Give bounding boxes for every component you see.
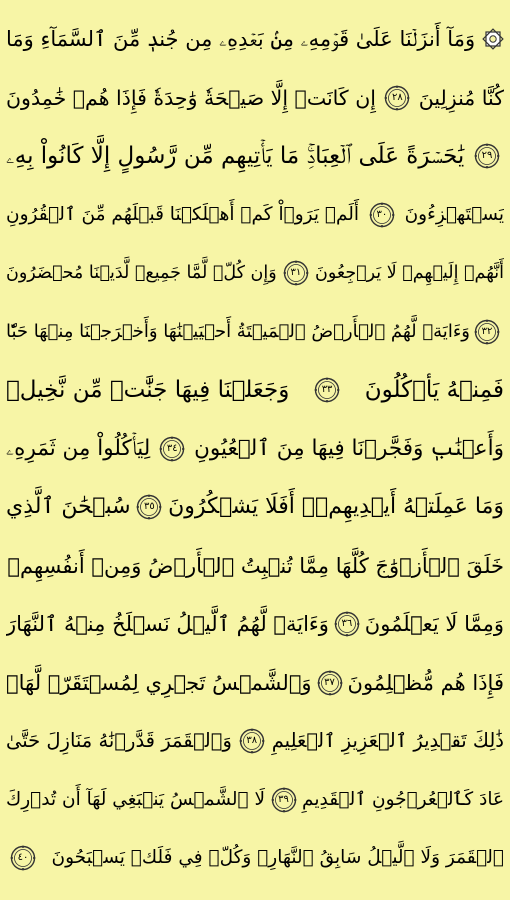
ayah-end-marker [384, 85, 410, 111]
ayah-number: ٣٦ [341, 618, 353, 629]
ayah-number: ٢٨ [391, 91, 403, 103]
ayah-number: ٤٠ [17, 852, 29, 863]
ayah-number: ٣٠ [376, 208, 388, 220]
verse-text: أَنَّهُمۡ إِلَيۡهِمۡ لَا يَرۡجِعُونَ [315, 263, 504, 283]
verse-text: سُبۡحَٰنَ ٱلَّذِي [6, 494, 131, 519]
ayah-number: ٣٩ [278, 793, 289, 805]
verse-line [6, 540, 504, 592]
ayah-end-marker [159, 436, 185, 462]
verse-text: ذَٰلِكَ تَقۡدِيرُ ٱلۡعَزِيزِ ٱلۡعَلِيمِ [271, 729, 504, 752]
verse-text: خَلَقَ ٱلۡأَزۡوَٰجَ كُلَّهَا مِمَّا تُنۢبِتُ ٱلۡأَرۡضُ وَمِنۡ أَنفُسِهِمۡ [7, 553, 504, 578]
ayah-end-marker [10, 845, 36, 871]
verse-text: عَادَ كَٱلۡعُرۡجُونِ ٱلۡقَدِيمِ [302, 788, 504, 810]
verse-text: لَا ٱلشَّمۡسُ يَنۢبَغِي لَهَآ أَن تُدۡرِكَ [6, 788, 266, 810]
ayah-number: ٣٧ [324, 676, 335, 688]
ayah-number: ٢٩ [481, 150, 493, 161]
ayah-end-marker [314, 377, 340, 403]
verse-line [6, 72, 504, 124]
verse-line [6, 774, 504, 826]
verse-line [6, 364, 504, 416]
verse-text: وَجَعَلۡنَا فِيهَا جَنَّٰتٖ مِّن نَّخِيلٖ [6, 377, 290, 403]
verse-line [6, 423, 504, 475]
ayah-end-marker [474, 319, 500, 345]
verse-text: أَلَمۡ يَرَوۡاْ كَمۡ أَهۡلَكۡنَا قَبۡلَهُم مِّنَ ٱلۡقُرُونِ [6, 203, 360, 225]
verse-line [6, 189, 504, 241]
verse-text: لِيَأۡكُلُواْ مِن ثَمَرِهِۦ [6, 435, 151, 461]
ayah-end-marker [136, 494, 162, 520]
verse-line [6, 247, 504, 299]
verse-text: وَمَآ أَنزَلۡنَا عَلَىٰ قَوۡمِهِۦ مِنۢ بَعۡدِهِۦ مِن جُندٖ مِّنَ ٱلسَّمَآءِ وَمَا [6, 27, 476, 51]
verse-text: وَٱلشَّمۡسُ تَجۡرِي لِمُسۡتَقَرّٖ لَّهَاۚ [6, 670, 312, 695]
verse-line [6, 715, 504, 767]
verse-text: يَسۡتَهۡزِءُونَ [404, 203, 504, 225]
ayah-number: ٣٥ [143, 501, 155, 512]
ayah-end-marker [474, 143, 500, 169]
ayah-end-marker [334, 611, 360, 637]
verse-text: وَءَايَةٞ لَّهُمُ ٱلۡأَرۡضُ ٱلۡمَيۡتَةُ أَحۡيَيۡنَٰهَا وَأَخۡرَجۡنَا مِنۡهَا حَبّٗا [6, 320, 470, 342]
verse-line [6, 130, 504, 182]
verse-text: فَمِنۡهُ يَأۡكُلُونَ [364, 377, 504, 403]
verse-line [6, 481, 504, 533]
ayah-end-marker [317, 670, 343, 696]
verse-line [6, 832, 504, 884]
ayah-end-marker [283, 260, 309, 286]
ayah-number: ٣٨ [246, 735, 258, 746]
verse-text: وَمَا عَمِلَتۡهُ أَيۡدِيهِمۡۚ أَفَلَا يَشۡكُرُونَ [168, 494, 504, 519]
ayah-number: ٣٣ [321, 384, 333, 395]
ayah-end-marker [369, 202, 395, 228]
ayah-number: ٣٤ [166, 442, 178, 454]
verse-text: وَءَايَةٞ لَّهُمُ ٱلَّيۡلُ نَسۡلَخُ مِنۡهُ ٱلنَّهَارَ [6, 612, 329, 636]
verse-line [6, 306, 504, 358]
verse-text: ٱلۡقَمَرَ وَلَا ٱلَّيۡلُ سَابِقُ ٱلنَّهَارِۚ وَكُلّٞ فِي فَلَكٖ يَسۡبَحُونَ [51, 847, 504, 868]
verse-text: وَمِمَّا لَا يَعۡلَمُونَ [364, 612, 504, 636]
verse-line [6, 13, 504, 65]
verse-text: إِن كَانَتۡ إِلَّا صَيۡحَةٗ وَٰحِدَةٗ فَإِذَا هُمۡ خَٰمِدُونَ [6, 85, 376, 110]
ayah-end-marker [239, 728, 265, 754]
verse-line [6, 657, 504, 709]
verse-text: يَٰحَسۡرَةً عَلَى ٱلۡعِبَادِۚ مَا يَأۡتِيهِم مِّن رَّسُولٍ إِلَّا كَانُواْ بِهِۦ [6, 143, 465, 169]
verse-text: كُنَّا مُنزِلِينَ [418, 85, 504, 110]
verse-text: فَإِذَا هُم مُّظۡلِمُونَ [347, 670, 504, 695]
verse-line [6, 598, 504, 650]
verse-text: وَإِن كُلّٞ لَّمَّا جَمِيعٞ لَّدَيۡنَا مُحۡضَرُونَ [6, 263, 277, 283]
verse-text: وَٱلۡقَمَرَ قَدَّرۡنَٰهُ مَنَازِلَ حَتَّىٰ [6, 729, 232, 752]
ayah-number: ٣١ [290, 267, 302, 278]
ayah-end-marker [271, 787, 297, 813]
rub-el-hizb-icon [482, 28, 504, 50]
ayah-number: ٣٢ [481, 325, 493, 337]
verse-text: وَأَعۡنَٰبٖ وَفَجَّرۡنَا فِيهَا مِنَ ٱلۡعُيُونِ [194, 435, 504, 461]
